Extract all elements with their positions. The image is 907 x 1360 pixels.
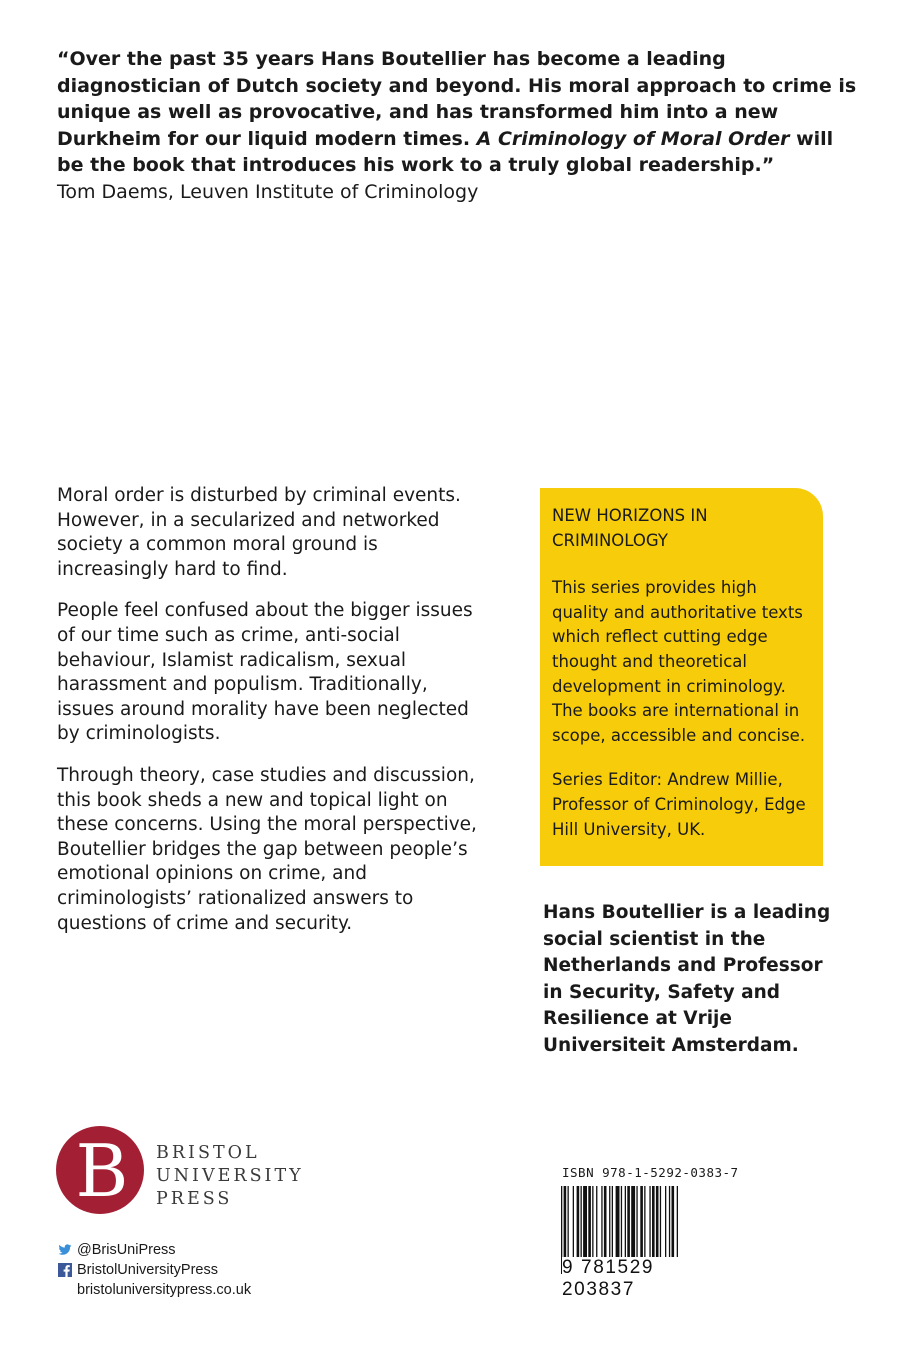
publisher-logo xyxy=(56,1126,316,1214)
isbn-label: ISBN 978-1-5292-0383-7 xyxy=(562,1165,739,1180)
twitter-handle: @BrisUniPress xyxy=(77,1242,176,1258)
publisher-name xyxy=(156,1142,304,1211)
quote-text: “Over the past 35 years Hans Boutellier has become a leading diagnostician of Dutch society and beyond. His moral approach to crime is unique as well as provocative, and has transformed him into a new Durkheim for our liquid modern times. A Criminology of Moral Order will be the book that introduces his work to a truly global readership.” xyxy=(57,48,857,176)
barcode-digits: 9 781529 203837 xyxy=(562,1257,732,1281)
series-description: This series provides high quality and authoritative texts which reflect cutting edge thought and theoretical development in criminology. The books are international in scope, accessible and concise. xyxy=(552,578,806,745)
svg-text:B: B xyxy=(75,1129,129,1213)
logo-line: BRISTOL xyxy=(156,1143,260,1163)
endorsement-quote xyxy=(57,46,857,205)
logo-line: PRESS xyxy=(156,1189,233,1209)
twitter-icon xyxy=(58,1243,72,1257)
description-paragraph: People feel confused about the bigger issues of our time such as crime, anti-social behaviour, Islamist radicalism, sexual harassment and populism. Traditionally, issues around morality have been neglected by criminologists. xyxy=(57,600,473,745)
author-bio: Hans Boutellier is a leading social scientist in the Netherlands and Professor in Security, Safety and Resilience at Vrije Universiteit Amsterdam. xyxy=(543,902,831,1056)
website-url: bristoluniversitypress.co.uk xyxy=(77,1282,252,1298)
series-title: NEW HORIZONS IN CRIMINOLOGY xyxy=(552,506,708,550)
book-title: A Criminology of Moral Order xyxy=(476,127,790,150)
publisher-contacts xyxy=(58,1240,251,1300)
description-paragraph: Through theory, case studies and discussion, this book sheds a new and topical light on these concerns. Using the moral perspective, Boutellier bridges the gap between people’s emotional opinions on crime, and criminologists’ rationalized answers to questions of crime and security. xyxy=(57,764,477,934)
series-info-box xyxy=(540,488,823,866)
series-editor: Series Editor: Andrew Millie, Professor of Criminology, Edge Hill University, UK. xyxy=(552,770,806,839)
website-link[interactable] xyxy=(58,1280,251,1300)
facebook-page: BristolUniversityPress xyxy=(77,1262,218,1278)
description-paragraph: Moral order is disturbed by criminal events. However, in a secularized and networked society a common moral ground is increasingly hard to find. xyxy=(57,485,461,580)
facebook-icon xyxy=(58,1263,72,1277)
logo-line: UNIVERSITY xyxy=(156,1166,304,1186)
twitter-link[interactable] xyxy=(58,1240,251,1260)
bristol-b-logo-icon xyxy=(56,1126,144,1214)
quote-attribution: Tom Daems, Leuven Institute of Criminology xyxy=(57,180,479,203)
book-description xyxy=(57,484,477,953)
facebook-link[interactable] xyxy=(58,1260,251,1280)
